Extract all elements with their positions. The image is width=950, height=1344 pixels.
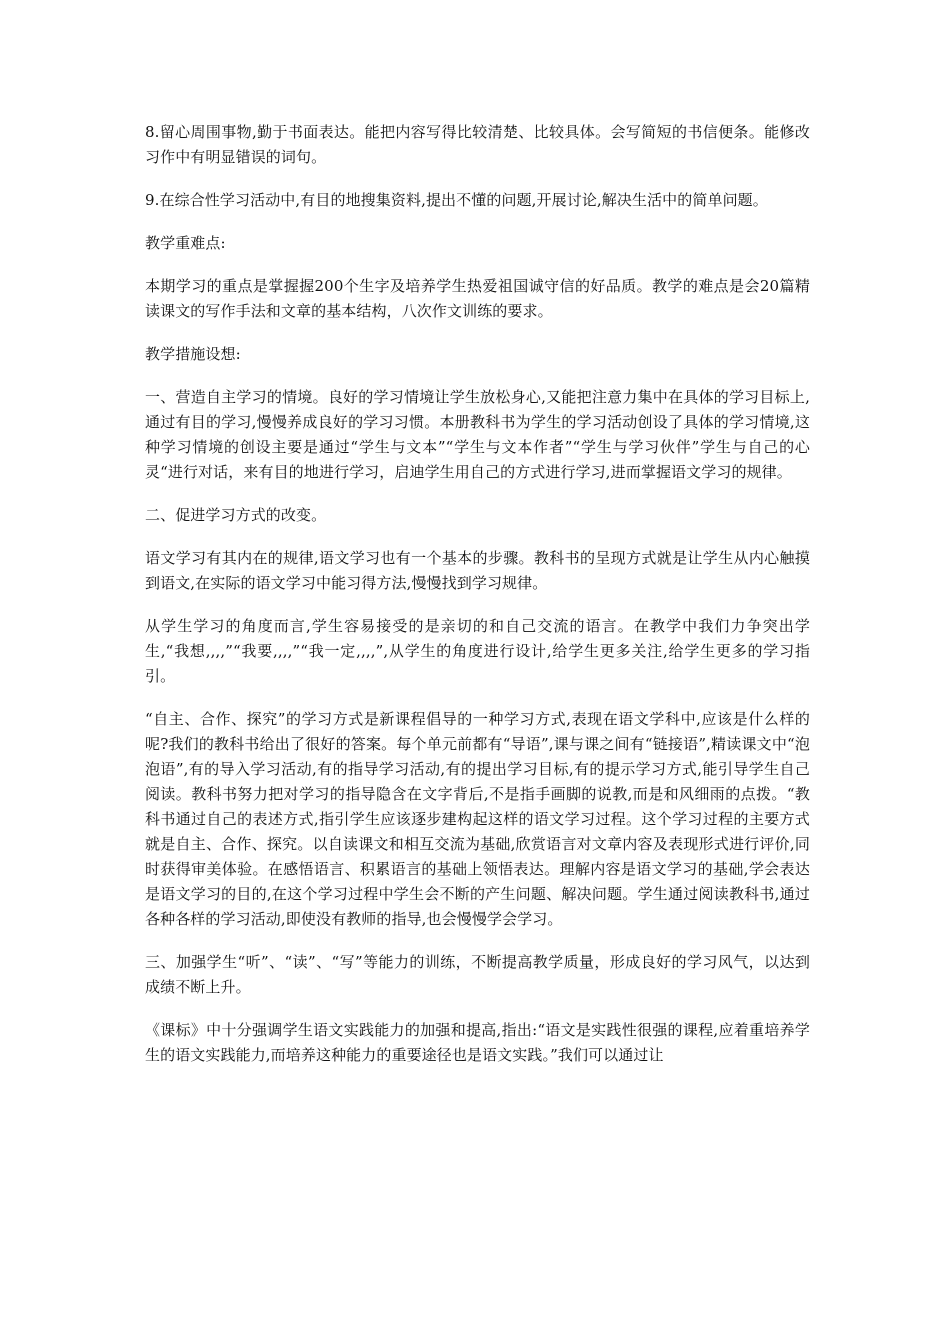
heading-key-difficulties: 教学重难点: — [145, 234, 226, 252]
paragraph-measure-1: 一、营造自主学习的情境。良好的学习情境让学生放松身心,又能把注意力集中在具体的学习目标上,通过有目的学习,慢慢养成良好的学习习惯。本册教科书为学生的学习活动创设了具体的学习情境,这种学习情境的创设主要是通过“学生与文本”“学生与文本作者”“学生与学习伙伴”学生与自己的心灵“进行对话，来有目的地进行学习，启迪学生用自己的方式进行学习,进而掌握语文学习的规律。 — [145, 388, 810, 481]
paragraph-goal-9: 9.在综合性学习活动中,有目的地搜集资料,提出不懂的问题,开展讨论,解决生活中的简单问题。 — [145, 191, 768, 209]
paragraph-measure-2-a: 语文学习有其内在的规律,语文学习也有一个基本的步骤。教科书的呈现方式就是让学生从内心触摸到语文,在实际的语文学习中能习得方法,慢慢找到学习规律。 — [145, 549, 810, 592]
document-body — [145, 120, 810, 1086]
heading-measure-2: 二、促进学习方式的改变。 — [145, 506, 327, 524]
heading-teaching-measures: 教学措施设想: — [145, 345, 241, 363]
paragraph-measure-3-a: 《课标》中十分强调学生语文实践能力的加强和提高,指出:“语文是实践性很强的课程,应着重培养学生的语文实践能力,而培养这种能力的重要途径也是语文实践。”我们可以通过让 — [145, 1021, 810, 1064]
paragraph-measure-2-b: 从学生学习的角度而言,学生容易接受的是亲切的和自己交流的语言。在教学中我们力争突出学生,“我想,,,,”“我要,,,,”“我一定,,,,”,从学生的角度进行设计,给学生更多关注,给学生更多的学习指引。 — [145, 617, 810, 685]
paragraph-goal-8: 8.留心周围事物,勤于书面表达。能把内容写得比较清楚、比较具体。会写简短的书信便条。能修改习作中有明显错误的词句。 — [145, 123, 810, 166]
paragraph-key-difficulties: 本期学习的重点是掌握握200个生字及培养学生热爱祖国诚守信的好品质。教学的难点是会20篇精读课文的写作手法和文章的基本结构，八次作文训练的要求。 — [145, 277, 810, 320]
heading-measure-3: 三、加强学生“听”、“读”、“写”等能力的训练，不断提高教学质量，形成良好的学习风气，以达到成绩不断上升。 — [145, 953, 810, 996]
paragraph-measure-2-c: “自主、合作、探究”的学习方式是新课程倡导的一种学习方式,表现在语文学科中,应该是什么样的呢?我们的教科书给出了很好的答案。每个单元前都有“导语”,课与课之间有“链接语”,精读课文中“泡泡语”,有的导入学习活动,有的指导学习活动,有的提出学习目标,有的提示学习方式,能引导学生自己阅读。教科书努力把对学习的指导隐含在文字背后,不是指手画脚的说教,而是和风细雨的点拨。“教科书通过自己的表述方式,指引学生应该逐步建构起这样的语文学习过程。这个学习过程的主要方式就是自主、合作、探究。以自读课文和相互交流为基础,欣赏语言对文章内容及表现形式进行评价,同时获得审美体验。在感悟语言、积累语言的基础上领悟表达。理解内容是语文学习的基础,学会表达是语文学习的目的,在这个学习过程中学生会不断的产生问题、解决问题。学生通过阅读教科书,通过各种各样的学习活动,即使没有教师的指导,也会慢慢学会学习。 — [145, 710, 810, 928]
